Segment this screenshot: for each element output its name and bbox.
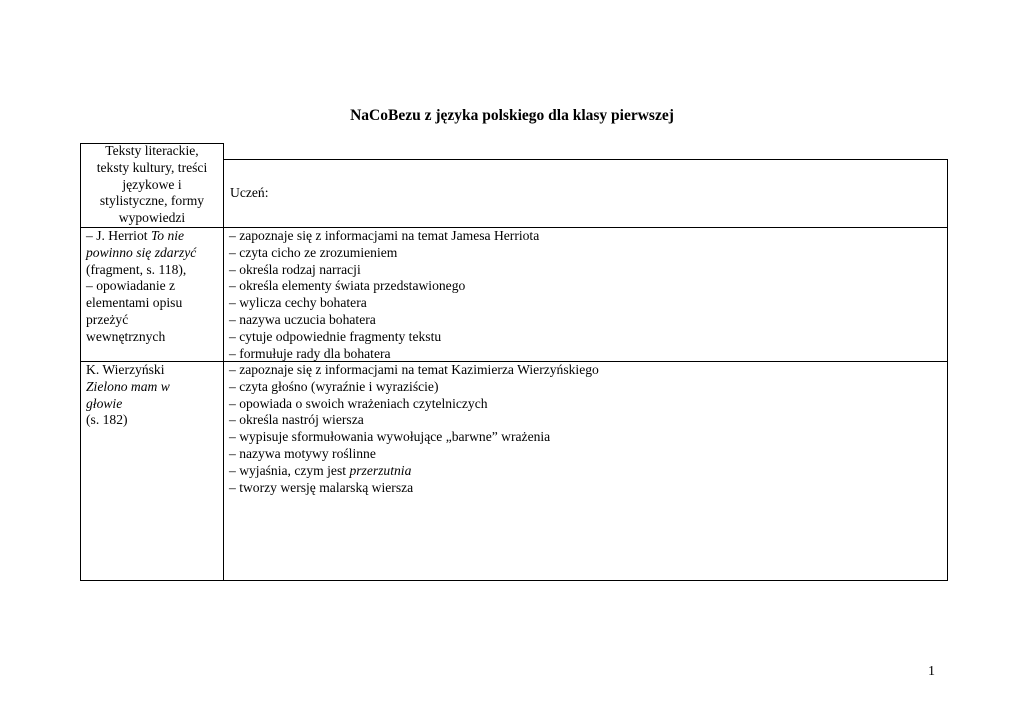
skill-item (229, 463, 599, 480)
text-source: (s. 182) (86, 412, 128, 428)
text-title: głowie (86, 395, 123, 411)
row1-text-cell (86, 228, 196, 346)
skill-item-term: przerzutnia (349, 462, 412, 478)
text-form: – opowiadanie z (86, 278, 176, 294)
page-title: NaCoBezu z języka polskiego dla klasy pierwszej (350, 107, 674, 124)
skill-item: – zapoznaje się z informacjami na temat Jamesa Herriota (229, 228, 540, 243)
text-title: Zielono mam w (86, 378, 170, 394)
skill-item: – tworzy wersję malarską wiersza (229, 479, 414, 495)
skill-item: – formułuje rady dla bohatera (229, 345, 391, 361)
skill-item: – nazywa motywy roślinne (229, 445, 376, 461)
row2-text-cell (86, 362, 170, 429)
text-title: To nie (150, 228, 185, 243)
page-number: 1 (928, 664, 935, 679)
skill-item: – określa nastrój wiersza (229, 412, 364, 428)
skill-item: – cytuje odpowiednie fragmenty tekstu (229, 328, 442, 344)
skill-item: – wypisuje sformułowania wywołujące „barwne” wrażenia (229, 429, 551, 445)
header-column-texts (81, 143, 223, 227)
skill-item: – wylicza cechy bohatera (229, 295, 367, 311)
header-column-uczen: Uczeń: (230, 185, 269, 200)
text-author: – J. Herriot (86, 228, 151, 243)
text-form: wewnętrznych (86, 328, 166, 344)
skill-item-prefix: – wyjaśnia, czym jest (229, 462, 350, 478)
text-title: powinno się zdarzyć (86, 244, 197, 260)
text-form: elementami opisu (86, 295, 183, 311)
header-col1-line: Teksty literackie, (105, 143, 199, 158)
skill-item: – określa rodzaj narracji (229, 261, 361, 277)
text-form: przeżyć (86, 311, 129, 327)
skill-item: – zapoznaje się z informacjami na temat Kazimierza Wierzyńskiego (229, 362, 599, 377)
header-col1-line: teksty kultury, treści (96, 159, 208, 175)
skill-item: – czyta głośno (wyraźnie i wyraziście) (229, 378, 439, 394)
text-source: (fragment, s. 118), (86, 261, 187, 277)
header-col1-line: językowe i (122, 176, 182, 192)
skill-item: – nazywa uczucia bohatera (229, 311, 376, 327)
header-col1-line: stylistyczne, formy (99, 193, 205, 209)
header-col1-line: wypowiedzi (118, 210, 186, 226)
skill-item: – opowiada o swoich wrażeniach czytelniczych (229, 395, 488, 411)
row2-skills-cell (229, 362, 599, 496)
row1-skills-cell (229, 228, 539, 362)
text-author: K. Wierzyński (86, 362, 165, 377)
skill-item: – określa elementy świata przedstawionego (229, 278, 466, 294)
skill-item: – czyta cicho ze zrozumieniem (229, 244, 398, 260)
